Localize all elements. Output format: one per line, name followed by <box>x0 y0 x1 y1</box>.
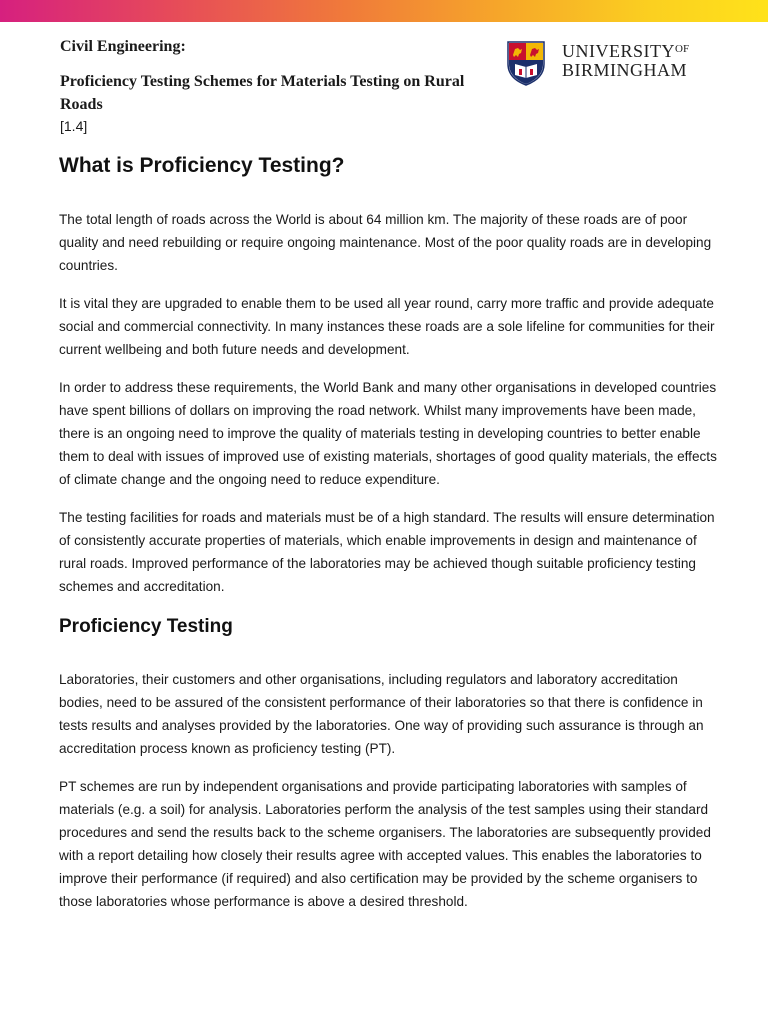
document-body <box>59 152 723 928</box>
wordmark-line1: UNIVERSITY <box>562 41 675 61</box>
wordmark-of: OF <box>675 43 690 55</box>
header-subject: Civil Engineering: <box>60 38 186 55</box>
document-header <box>60 38 480 136</box>
university-logo <box>506 40 706 88</box>
university-wordmark <box>562 40 689 80</box>
university-crest-icon <box>506 40 546 86</box>
header-reference: [1.4] <box>60 118 88 134</box>
paragraph: It is vital they are upgraded to enable them to be used all year round, carry more traffic and provide adequate social and commercial connectivity. In many instances these roads are a sole lifeline for communities for their current wellbeing and both future needs and development. <box>59 296 715 357</box>
section-heading-proficiency-testing: Proficiency Testing <box>59 616 233 637</box>
top-color-band <box>0 0 768 22</box>
paragraph: PT schemes are run by independent organisations and provide participating laboratories with samples of materials (e.g. a soil) for analysis. Laboratories perform the analysis of the test samples using their standard procedures and send the results back to the scheme organisers. The laboratories are subsequently provided with a report detailing how closely their results agree with accepted values. This enables the laboratories to improve their performance (if required) and also certification may be provided by the scheme organisers to those laboratories whose performance is above a desired threshold. <box>59 779 711 909</box>
paragraph: Laboratories, their customers and other organisations, including regulators and laboratory accreditation bodies, need to be assured of the consistent performance of their laboratories so that there is confidence in tests results and analyses provided by the laboratories. One way of providing such assurance is through an accreditation process known as proficiency testing (PT). <box>59 672 704 756</box>
paragraph: In order to address these requirements, the World Bank and many other organisations in developed countries have spent billions of dollars on improving the road network. Whilst many improvements have been made, there is an ongoing need to improve the quality of materials testing in developing countries to better enable them to deal with issues of improved use of existing materials, shortages of good quality materials, the effects of climate change and the ongoing need to reduce expenditure. <box>59 380 717 487</box>
paragraph: The total length of roads across the World is about 64 million km. The majority of these roads are of poor quality and need rebuilding or require ongoing maintenance. Most of the poor quality roads are in developing countries. <box>59 212 712 273</box>
header-title: Proficiency Testing Schemes for Materials Testing on Rural Roads <box>60 73 465 113</box>
section-heading-what-is-pt: What is Proficiency Testing? <box>59 154 345 177</box>
paragraph: The testing facilities for roads and materials must be of a high standard. The results will ensure determination of consistently accurate properties of materials, which enable improvements in design and maintenance of rural roads. Improved performance of the laboratories may be achieved though suitable proficiency testing schemes and accreditation. <box>59 510 715 594</box>
wordmark-line2: BIRMINGHAM <box>562 60 688 80</box>
